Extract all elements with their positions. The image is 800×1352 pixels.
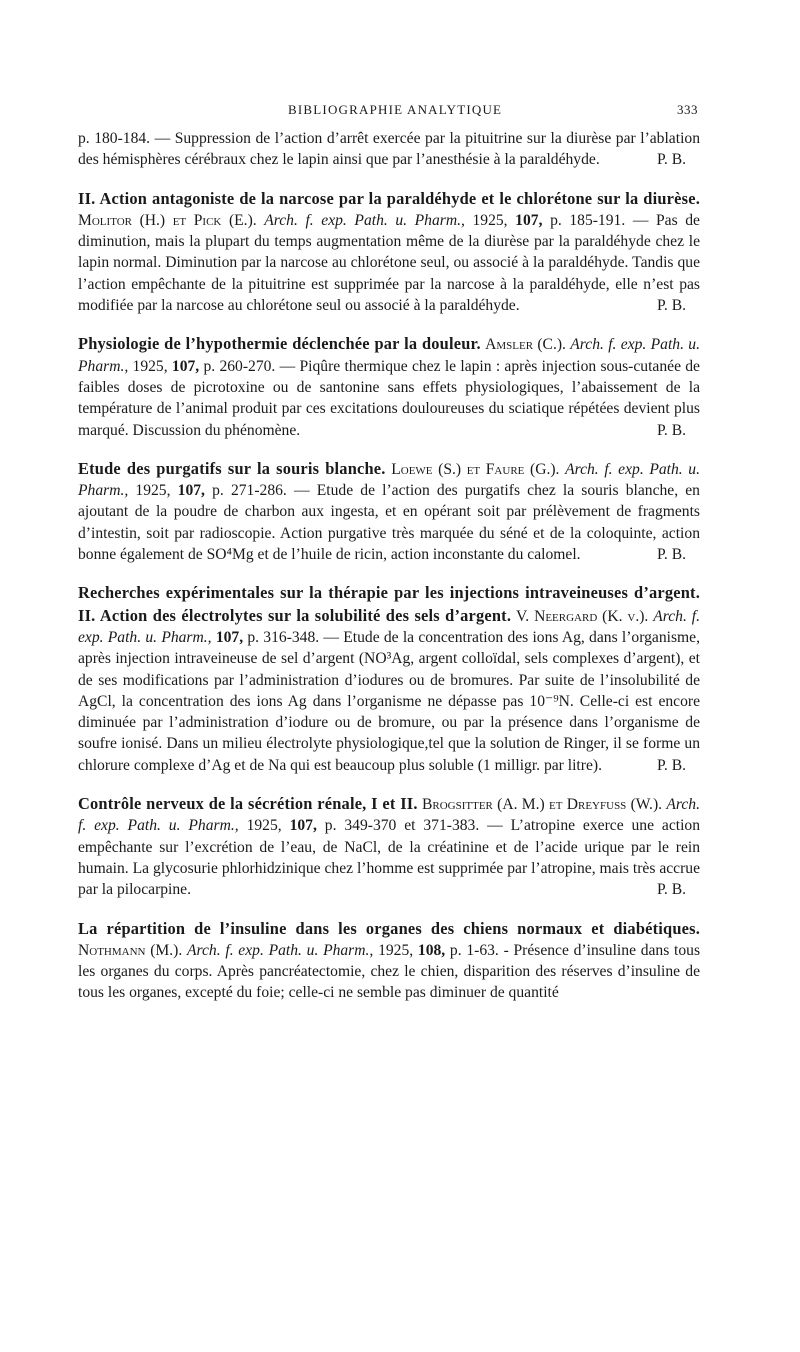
bibliography-entry-continuation <box>78 128 700 171</box>
entry-authors: Molitor (H.) et Pick (E.). <box>78 211 257 229</box>
entry-title: II. Action antagoniste de la narcose par la paraldéhyde et le chlorétone sur la diurèse. <box>78 188 700 208</box>
entry-abstract: - Présence d’insuline dans tous les organes du corps. Après pancréatectomie, chez le chien, disparition des réserves d’insuline de tous les organes, excepté du foie; celle-ci ne semble pas diminuer de quantité <box>78 941 701 1002</box>
entry-abstract: — Piqûre thermique chez le lapin : après injection sous-cutanée de faibles doses de picrotoxine ou de santonine sans effets physiologiques, l’abaissement de la température de l’animal produit par ces excitations douloureuses du sciatique répétées devient plus marqué. Discussion du phénomène. <box>78 357 700 439</box>
entry-title: Physiologie de l’hypothermie déclenchée par la douleur. <box>78 334 481 354</box>
entry-signature: P. B. <box>656 421 686 439</box>
document-page <box>78 92 700 1004</box>
entry-abstract: — Etude de la concentration des ions Ag, dans l’organisme, après injection intraveineuse de sel d’argent (NO³Ag, argent colloïdal, sels complexes d’argent), et de ses modifications par l’administration d’iodures ou de bromures. Par suite de l’insolubilité de AgCl, la concentration des ions Ag dans l’organisme ne dépasse pas 10⁻⁹N. Celle-ci est encore diminuée par l’administration d’iodure ou de bromure, ou par la présence dans l’organisme de soufre ionisé. Dans un milieu électrolyte physiologique,tel que la solution de Ringer, il se forme un chlorure complexe d’Ag et de Na qui est beaucoup plus soluble (1 milligr. par litre). <box>78 628 700 774</box>
running-title: BIBLIOGRAPHIE ANALYTIQUE <box>288 102 503 117</box>
entry-volume: 107, <box>177 482 205 500</box>
bibliography-entry <box>78 918 700 1004</box>
entry-signature: P. B. <box>656 756 686 774</box>
entry-year: 1925, <box>472 211 508 229</box>
bibliography-entry <box>78 582 700 776</box>
entry-signature: P. B. <box>656 881 686 899</box>
bibliography-entry <box>78 793 700 900</box>
entry-abstract: — Pas de diminution, mais la plupart du temps augmentation même de la diurèse par la paraldéhyde chez le lapin normal. Diminution par la narcose au chlorétone seul, ou associé à la paraldéhyde. Tandis que l’action empêchante de la pituitrine est supprimée par la narcose à la paraldéhyde, elle n’est pas modifiée par la narcose au chlorétone seul ou associé à la paraldéhyde. <box>78 211 700 315</box>
bibliography-entry <box>78 333 700 440</box>
entry-signature: P. B. <box>656 297 686 315</box>
page-number: 333 <box>677 102 698 117</box>
entry-journal: Arch. f. exp. Path. u. Pharm., <box>78 460 701 500</box>
entry-signature: P. B. <box>656 546 686 564</box>
entry-volume: 107, <box>215 628 244 646</box>
entry-title: Contrôle nerveux de la sécrétion rénale, I et II. <box>78 794 418 814</box>
entry-authors: Loewe (S.) et Faure (G.). <box>391 460 560 478</box>
entry-journal: Arch. f. exp. Path. u. Pharm., <box>264 211 465 229</box>
entry-pages: p. 185-191. <box>550 211 626 229</box>
entry-year: 1925, <box>378 941 414 959</box>
entry-pages: p. 349-370 et 371-383. <box>324 817 480 835</box>
entry-volume: 107, <box>171 357 200 375</box>
entry-title: Etude des purgatifs sur la souris blanche. <box>78 458 386 478</box>
entry-abstract: — L’atropine exerce une action empêchante sur l’excrétion de l’eau, de NaCl, de la créatinine et de l’acide urique par le rein humain. La glycosurie phlorhidzinique chez l’homme est supprimée par l’atropine, mais très accrue par la pilocarpine. <box>78 817 701 899</box>
entry-journal: Arch. f. exp. Path. u. Pharm., <box>78 607 700 646</box>
entry-title: Recherches expérimentales sur la thérapie par les injections intraveineuses d’argent. II. Action des électrolytes sur la solubilité des sels d’argent. <box>78 583 700 625</box>
entry-abstract: — Etude de l’action des purgatifs chez la souris blanche, en ajoutant de la poudre de charbon aux ingesta, et en opérant soit par prélèvement de fragments d’intestin, soit par radioscopie. Action purgative très marquée du séné et de la coloquinte, action bonne également de SO⁴Mg et de l’huile de ricin, action inconstante du calomel. <box>78 482 700 564</box>
entry-authors: V. Neergard (K. v.). <box>516 607 649 625</box>
entry-signature: P. B. <box>656 151 686 169</box>
bibliography-entry <box>78 458 700 565</box>
entry-title: La répartition de l’insuline dans les organes des chiens normaux et diabétiques. <box>78 918 700 938</box>
entry-year: 1925, <box>246 817 282 835</box>
entry-pages: p. 260-270. <box>203 357 276 375</box>
entry-volume: 107, <box>289 817 317 835</box>
entry-pages: p. 271-286. <box>212 482 287 500</box>
entry-pages: p. 316-348. <box>247 628 320 646</box>
entry-volume: 108, <box>417 941 446 959</box>
entry-authors: Nothmann (M.). <box>78 941 183 959</box>
entry-authors: Brogsitter (A. M.) et Dreyfuss (W.). <box>421 796 663 814</box>
entry-pages: p. 1-63. <box>449 941 499 959</box>
entry-year: 1925, <box>135 482 171 500</box>
bibliography-entry <box>78 188 700 317</box>
entry-journal: Arch. f. exp. Path. u. Pharm., <box>78 796 700 835</box>
entry-year: 1925, <box>132 357 168 375</box>
entry-journal: Arch. f. exp. Path. u. Pharm., <box>187 941 374 959</box>
entry-volume: 107, <box>515 211 543 229</box>
entry-abstract: p. 180-184. — Suppression de l’action d’arrêt exercée par la pituitrine sur la diurèse par l’ablation des hémisphères cérébraux chez le lapin ainsi que par l’anesthésie à la paraldéhyde. <box>78 130 700 169</box>
running-header <box>78 92 700 120</box>
entry-authors: Amsler (C.). <box>485 336 566 354</box>
entry-journal: Arch. f. exp. Path. u. Pharm., <box>78 336 700 375</box>
